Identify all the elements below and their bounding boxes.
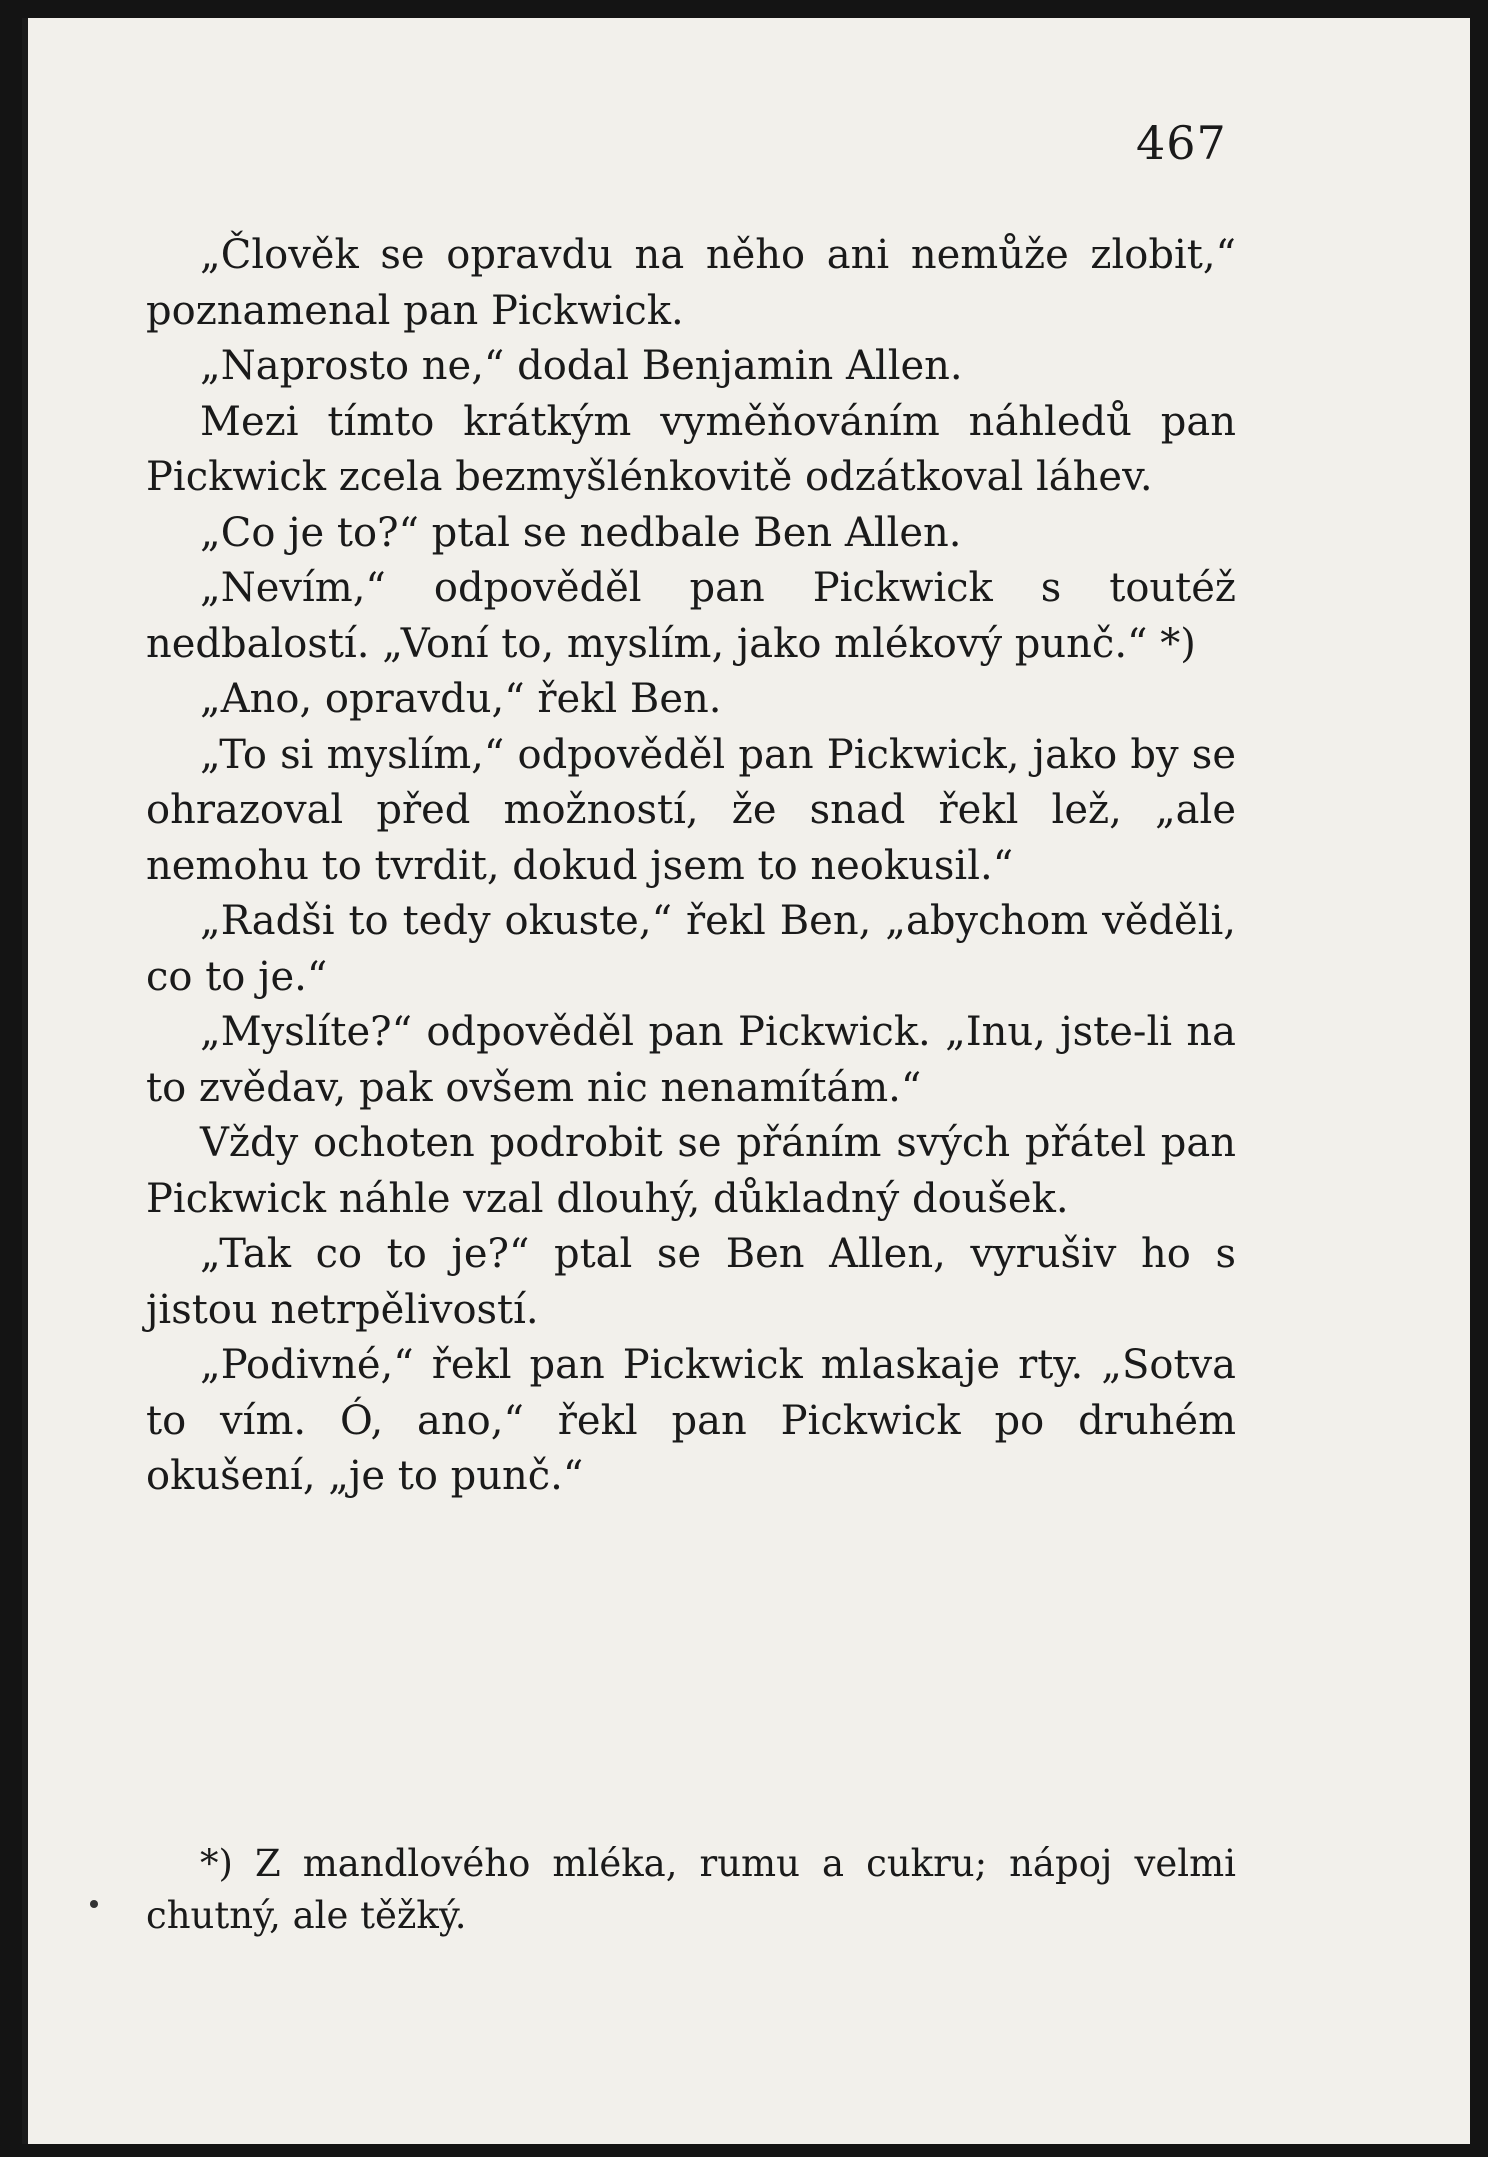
paragraph: „Člověk se opravdu na něho ani nemůže zlobit,“ poznamenal pan Pickwick.	[146, 232, 1236, 334]
paragraph: „Ano, opravdu,“ řekl Ben.	[200, 676, 722, 722]
body-text	[146, 228, 1236, 1505]
paragraph: „To si myslím,“ odpověděl pan Pickwick, jako by se ohrazoval před možností, že snad řekl lež, „ale nemohu to tvrdit, dokud jsem to neokusil.“	[146, 731, 1236, 889]
paragraph: „Naprosto ne,“ dodal Benjamin Allen.	[200, 343, 963, 389]
paragraph: „Podivné,“ řekl pan Pickwick mlaskaje rty. „Sotva to vím. Ó, ano,“ řekl pan Pickwick po druhém okušení, „je to punč.“	[146, 1342, 1236, 1499]
paragraph: „Co je to?“ ptal se nedbale Ben Allen.	[200, 509, 962, 556]
paragraph: Vždy ochoten podrobit se přáním svých přátel pan Pickwick náhle vzal dlouhý, důkladný doušek.	[146, 1120, 1236, 1222]
page-number: 467	[1136, 116, 1227, 170]
paragraph: „Nevím,“ odpověděl pan Pickwick s toutéž nedbalostí. „Voní to, myslím, jako mlékový punč.“ *)	[146, 565, 1236, 667]
book-page	[22, 18, 1470, 2144]
paragraph: „Radši to tedy okuste,“ řekl Ben, „abychom věděli, co to je.“	[146, 898, 1236, 1000]
footnote: *) Z mandlového mléka, rumu a cukru; nápoj velmi chutný, ale těžký.	[146, 1842, 1236, 1937]
paragraph: „Tak co to je?“ ptal se Ben Allen, vyrušiv ho s jistou netrpělivostí.	[146, 1231, 1236, 1333]
print-speck	[90, 1900, 98, 1908]
paragraph: „Myslíte?“ odpověděl pan Pickwick. „Inu, jste-li na to zvědav, pak ovšem nic nenamítám.“	[146, 1009, 1236, 1111]
paragraph: Mezi tímto krátkým vyměňováním náhledů pan Pickwick zcela bezmyšlénkovitě odzátkoval láhev.	[146, 398, 1236, 500]
